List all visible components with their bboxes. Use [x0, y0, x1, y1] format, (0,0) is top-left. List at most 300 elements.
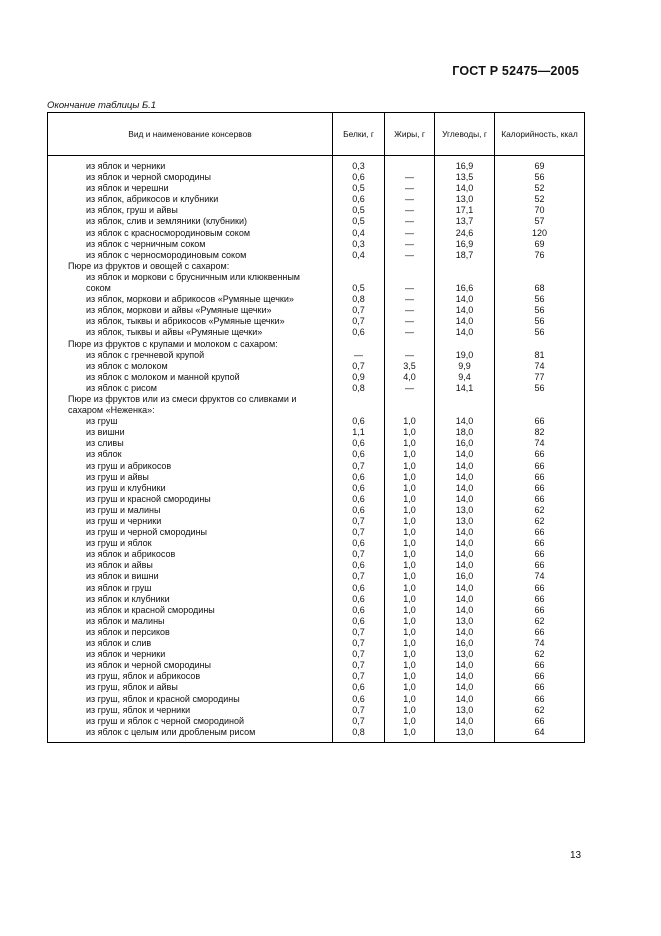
product-name: из яблок с красносмородиновым соком — [48, 228, 333, 239]
calories-cell: 52 — [495, 194, 585, 205]
header-calories: Калорийность, ккал — [495, 113, 585, 156]
product-name: из груш и яблок — [48, 538, 333, 549]
product-name: из яблок и айвы — [48, 560, 333, 571]
product-name: из сливы — [48, 438, 333, 449]
carbohydrates-cell: 14,0 — [435, 671, 495, 682]
calories-cell — [495, 394, 585, 416]
fats-cell: 1,0 — [385, 594, 435, 605]
table-row — [48, 461, 585, 472]
carbohydrates-cell: 14,0 — [435, 461, 495, 472]
proteins-cell: 0,6 — [333, 327, 385, 338]
product-name: из груш и черники — [48, 516, 333, 527]
table-row — [48, 156, 585, 173]
carbohydrates-cell: 14,0 — [435, 494, 495, 505]
proteins-cell: 0,7 — [333, 649, 385, 660]
carbohydrates-cell: 16,0 — [435, 571, 495, 582]
carbohydrates-cell: 14,0 — [435, 294, 495, 305]
proteins-cell: 0,6 — [333, 483, 385, 494]
fats-cell: — — [385, 172, 435, 183]
table-row — [48, 216, 585, 227]
product-name: из груш и яблок с черной смородиной — [48, 716, 333, 727]
group-heading: Пюре из фруктов с крупами и молоком с сахаром: — [48, 339, 333, 350]
proteins-cell: — — [333, 350, 385, 361]
product-name: из груш и абрикосов — [48, 461, 333, 472]
fats-cell: 1,0 — [385, 549, 435, 560]
product-name: из яблок и вишни — [48, 571, 333, 582]
calories-cell: 56 — [495, 316, 585, 327]
calories-cell: 70 — [495, 205, 585, 216]
product-name: из яблок с рисом — [48, 383, 333, 394]
fats-cell: — — [385, 305, 435, 316]
carbohydrates-cell: 14,0 — [435, 583, 495, 594]
calories-cell: 66 — [495, 716, 585, 727]
carbohydrates-cell: 14,0 — [435, 449, 495, 460]
calories-cell: 66 — [495, 694, 585, 705]
calories-cell: 62 — [495, 649, 585, 660]
calories-cell: 69 — [495, 239, 585, 250]
carbohydrates-cell: 14,0 — [435, 305, 495, 316]
table-row — [48, 560, 585, 571]
product-name: из яблок с молоком — [48, 361, 333, 372]
document-code: ГОСТ Р 52475—2005 — [452, 64, 579, 78]
fats-cell: — — [385, 283, 435, 294]
product-name: из яблок и красной смородины — [48, 605, 333, 616]
calories-cell: 77 — [495, 372, 585, 383]
carbohydrates-cell: 14,0 — [435, 560, 495, 571]
proteins-cell: 0,7 — [333, 660, 385, 671]
calories-cell: 66 — [495, 549, 585, 560]
fats-cell: 1,0 — [385, 627, 435, 638]
carbohydrates-cell: 13,0 — [435, 194, 495, 205]
fats-cell: — — [385, 250, 435, 261]
table-row — [48, 350, 585, 361]
carbohydrates-cell — [435, 339, 495, 350]
table-row — [48, 660, 585, 671]
carbohydrates-cell: 14,0 — [435, 538, 495, 549]
proteins-cell: 0,6 — [333, 416, 385, 427]
carbohydrates-cell: 14,0 — [435, 316, 495, 327]
nutrition-table — [47, 112, 585, 743]
header-product: Вид и наименование консервов — [48, 113, 333, 156]
fats-cell: — — [385, 239, 435, 250]
proteins-cell: 0,5 — [333, 183, 385, 194]
calories-cell: 81 — [495, 350, 585, 361]
proteins-cell: 0,3 — [333, 156, 385, 173]
fats-cell: — — [385, 294, 435, 305]
calories-cell: 56 — [495, 383, 585, 394]
carbohydrates-cell — [435, 394, 495, 416]
calories-cell: 62 — [495, 705, 585, 716]
proteins-cell: 0,6 — [333, 605, 385, 616]
fats-cell — [385, 156, 435, 173]
proteins-cell: 0,5 — [333, 216, 385, 227]
proteins-cell: 0,6 — [333, 172, 385, 183]
fats-cell: — — [385, 216, 435, 227]
product-name: из яблок, слив и земляники (клубники) — [48, 216, 333, 227]
table-row — [48, 194, 585, 205]
fats-cell: 1,0 — [385, 671, 435, 682]
fats-cell: — — [385, 316, 435, 327]
product-name: из яблок — [48, 449, 333, 460]
table-row — [48, 183, 585, 194]
calories-cell: 120 — [495, 228, 585, 239]
fats-cell: — — [385, 383, 435, 394]
proteins-cell: 0,6 — [333, 583, 385, 594]
calories-cell: 64 — [495, 727, 585, 743]
product-name: из яблок, тыквы и айвы «Румяные щечки» — [48, 327, 333, 338]
calories-cell: 74 — [495, 638, 585, 649]
product-name: из груш и айвы — [48, 472, 333, 483]
product-name: из яблок и абрикосов — [48, 549, 333, 560]
table-row — [48, 327, 585, 338]
proteins-cell: 0,6 — [333, 594, 385, 605]
carbohydrates-cell: 13,0 — [435, 505, 495, 516]
product-name: из яблок, моркови и абрикосов «Румяные щечки» — [48, 294, 333, 305]
proteins-cell: 0,6 — [333, 538, 385, 549]
carbohydrates-cell: 14,0 — [435, 594, 495, 605]
page-number: 13 — [570, 850, 582, 861]
calories-cell — [495, 261, 585, 272]
carbohydrates-cell: 16,0 — [435, 638, 495, 649]
carbohydrates-cell: 13,0 — [435, 705, 495, 716]
table-row — [48, 172, 585, 183]
fats-cell: 1,0 — [385, 505, 435, 516]
carbohydrates-cell: 14,0 — [435, 549, 495, 560]
calories-cell: 66 — [495, 494, 585, 505]
product-name: из яблок с гречневой крупой — [48, 350, 333, 361]
table-row — [48, 339, 585, 350]
product-name: из яблок с черносмородиновым соком — [48, 250, 333, 261]
proteins-cell: 0,7 — [333, 571, 385, 582]
proteins-cell: 0,7 — [333, 305, 385, 316]
fats-cell: 1,0 — [385, 560, 435, 571]
fats-cell: 1,0 — [385, 416, 435, 427]
calories-cell: 62 — [495, 505, 585, 516]
carbohydrates-cell — [435, 272, 495, 283]
calories-cell: 62 — [495, 516, 585, 527]
table-header-row — [48, 113, 585, 156]
calories-cell: 62 — [495, 616, 585, 627]
proteins-cell: 0,7 — [333, 549, 385, 560]
product-name: из груш, яблок и абрикосов — [48, 671, 333, 682]
product-name: из яблок и черники — [48, 156, 333, 173]
carbohydrates-cell: 14,0 — [435, 416, 495, 427]
table-body — [48, 156, 585, 743]
table-row — [48, 272, 585, 283]
product-name: из груш и клубники — [48, 483, 333, 494]
carbohydrates-cell: 14,0 — [435, 694, 495, 705]
table-row — [48, 472, 585, 483]
calories-cell: 56 — [495, 305, 585, 316]
carbohydrates-cell: 9,4 — [435, 372, 495, 383]
table-row — [48, 571, 585, 582]
table-row — [48, 294, 585, 305]
product-name: из яблок и черной смородины — [48, 660, 333, 671]
calories-cell: 74 — [495, 361, 585, 372]
product-name: из яблок и черешни — [48, 183, 333, 194]
table-row — [48, 505, 585, 516]
proteins-cell: 0,7 — [333, 638, 385, 649]
proteins-cell: 0,8 — [333, 294, 385, 305]
calories-cell: 74 — [495, 438, 585, 449]
carbohydrates-cell: 14,1 — [435, 383, 495, 394]
calories-cell: 76 — [495, 250, 585, 261]
table-row — [48, 616, 585, 627]
carbohydrates-cell: 16,6 — [435, 283, 495, 294]
proteins-cell — [333, 394, 385, 416]
fats-cell: 4,0 — [385, 372, 435, 383]
table-row — [48, 716, 585, 727]
group-heading: Пюре из фруктов и овощей с сахаром: — [48, 261, 333, 272]
table-row — [48, 250, 585, 261]
table-caption: Окончание таблицы Б.1 — [47, 100, 157, 111]
table-row — [48, 438, 585, 449]
proteins-cell: 0,3 — [333, 239, 385, 250]
table-row — [48, 594, 585, 605]
proteins-cell: 0,4 — [333, 250, 385, 261]
fats-cell: — — [385, 327, 435, 338]
proteins-cell: 0,7 — [333, 516, 385, 527]
carbohydrates-cell: 14,0 — [435, 183, 495, 194]
proteins-cell: 0,6 — [333, 682, 385, 693]
proteins-cell — [333, 339, 385, 350]
product-name: из яблок и черники — [48, 649, 333, 660]
header-proteins: Белки, г — [333, 113, 385, 156]
carbohydrates-cell: 13,0 — [435, 649, 495, 660]
fats-cell: — — [385, 350, 435, 361]
table-row — [48, 649, 585, 660]
header-fats: Жиры, г — [385, 113, 435, 156]
fats-cell: — — [385, 228, 435, 239]
fats-cell: — — [385, 194, 435, 205]
carbohydrates-cell: 14,0 — [435, 483, 495, 494]
fats-cell: 1,0 — [385, 727, 435, 743]
proteins-cell: 0,6 — [333, 438, 385, 449]
proteins-cell: 0,6 — [333, 449, 385, 460]
table-row — [48, 205, 585, 216]
proteins-cell: 0,6 — [333, 494, 385, 505]
proteins-cell: 0,7 — [333, 316, 385, 327]
calories-cell: 66 — [495, 461, 585, 472]
product-name: из яблок и слив — [48, 638, 333, 649]
table-row — [48, 449, 585, 460]
proteins-cell: 0,6 — [333, 616, 385, 627]
proteins-cell: 0,6 — [333, 194, 385, 205]
carbohydrates-cell: 14,0 — [435, 682, 495, 693]
fats-cell: 1,0 — [385, 649, 435, 660]
fats-cell: 1,0 — [385, 472, 435, 483]
product-name: из яблок, груш и айвы — [48, 205, 333, 216]
proteins-cell — [333, 272, 385, 283]
calories-cell: 66 — [495, 583, 585, 594]
table-row — [48, 627, 585, 638]
product-name: из груш, яблок и черники — [48, 705, 333, 716]
fats-cell — [385, 394, 435, 416]
proteins-cell: 0,6 — [333, 560, 385, 571]
calories-cell: 66 — [495, 660, 585, 671]
product-name: из груш, яблок и айвы — [48, 682, 333, 693]
proteins-cell: 1,1 — [333, 427, 385, 438]
carbohydrates-cell: 13,0 — [435, 727, 495, 743]
table-row — [48, 427, 585, 438]
carbohydrates-cell — [435, 261, 495, 272]
product-name: из груш и красной смородины — [48, 494, 333, 505]
table-row — [48, 483, 585, 494]
product-name: из яблок, моркови и айвы «Румяные щечки» — [48, 305, 333, 316]
fats-cell: 1,0 — [385, 583, 435, 594]
proteins-cell: 0,8 — [333, 383, 385, 394]
fats-cell: 1,0 — [385, 494, 435, 505]
carbohydrates-cell: 16,9 — [435, 156, 495, 173]
fats-cell: 1,0 — [385, 427, 435, 438]
product-name: из яблок с черничным соком — [48, 239, 333, 250]
fats-cell: 1,0 — [385, 527, 435, 538]
calories-cell: 66 — [495, 671, 585, 682]
carbohydrates-cell: 13,5 — [435, 172, 495, 183]
calories-cell: 66 — [495, 483, 585, 494]
fats-cell — [385, 272, 435, 283]
calories-cell: 74 — [495, 571, 585, 582]
table-row — [48, 682, 585, 693]
proteins-cell: 0,7 — [333, 716, 385, 727]
fats-cell: — — [385, 205, 435, 216]
calories-cell: 56 — [495, 327, 585, 338]
fats-cell: 1,0 — [385, 571, 435, 582]
fats-cell: 1,0 — [385, 605, 435, 616]
fats-cell: 1,0 — [385, 461, 435, 472]
table-row — [48, 228, 585, 239]
proteins-cell: 0,4 — [333, 228, 385, 239]
product-name: из груш и малины — [48, 505, 333, 516]
calories-cell: 52 — [495, 183, 585, 194]
fats-cell: — — [385, 183, 435, 194]
fats-cell: 1,0 — [385, 660, 435, 671]
proteins-cell: 0,5 — [333, 283, 385, 294]
carbohydrates-cell: 14,0 — [435, 627, 495, 638]
calories-cell — [495, 339, 585, 350]
fats-cell: 1,0 — [385, 694, 435, 705]
fats-cell: 1,0 — [385, 616, 435, 627]
product-name: из яблок и груш — [48, 583, 333, 594]
product-name: из яблок и черной смородины — [48, 172, 333, 183]
carbohydrates-cell: 18,0 — [435, 427, 495, 438]
table-row — [48, 671, 585, 682]
calories-cell: 66 — [495, 682, 585, 693]
table-row — [48, 538, 585, 549]
proteins-cell: 0,7 — [333, 361, 385, 372]
carbohydrates-cell: 17,1 — [435, 205, 495, 216]
proteins-cell: 0,8 — [333, 727, 385, 743]
calories-cell: 66 — [495, 472, 585, 483]
carbohydrates-cell: 13,7 — [435, 216, 495, 227]
calories-cell: 66 — [495, 538, 585, 549]
group-heading: Пюре из фруктов или из смеси фруктов со сливками и сахаром «Неженка»: — [48, 394, 333, 416]
fats-cell — [385, 339, 435, 350]
calories-cell — [495, 272, 585, 283]
product-name: из груш и черной смородины — [48, 527, 333, 538]
table-row — [48, 261, 585, 272]
proteins-cell — [333, 261, 385, 272]
table-row — [48, 305, 585, 316]
table-row — [48, 605, 585, 616]
calories-cell: 66 — [495, 560, 585, 571]
fats-cell: 1,0 — [385, 483, 435, 494]
carbohydrates-cell: 16,0 — [435, 438, 495, 449]
proteins-cell: 0,7 — [333, 705, 385, 716]
calories-cell: 66 — [495, 527, 585, 538]
carbohydrates-cell: 14,0 — [435, 472, 495, 483]
product-name: из яблок и персиков — [48, 627, 333, 638]
table-row — [48, 494, 585, 505]
table-row — [48, 549, 585, 560]
proteins-cell: 0,7 — [333, 461, 385, 472]
fats-cell: 1,0 — [385, 682, 435, 693]
product-name: из яблок с молоком и манной крупой — [48, 372, 333, 383]
table-row — [48, 705, 585, 716]
fats-cell: 1,0 — [385, 449, 435, 460]
table-row — [48, 727, 585, 743]
table-row — [48, 394, 585, 416]
calories-cell: 68 — [495, 283, 585, 294]
table-row — [48, 416, 585, 427]
product-name: из яблок, тыквы и абрикосов «Румяные щечки» — [48, 316, 333, 327]
table-row — [48, 516, 585, 527]
product-name: из яблок и малины — [48, 616, 333, 627]
calories-cell: 56 — [495, 172, 585, 183]
carbohydrates-cell: 13,0 — [435, 516, 495, 527]
product-name: соком — [48, 283, 333, 294]
product-name: из яблок, абрикосов и клубники — [48, 194, 333, 205]
proteins-cell: 0,6 — [333, 505, 385, 516]
carbohydrates-cell: 14,0 — [435, 527, 495, 538]
product-name: из вишни — [48, 427, 333, 438]
product-name: из яблок с целым или дробленым рисом — [48, 727, 333, 743]
fats-cell: 1,0 — [385, 705, 435, 716]
fats-cell — [385, 261, 435, 272]
calories-cell: 56 — [495, 294, 585, 305]
calories-cell: 66 — [495, 594, 585, 605]
calories-cell: 66 — [495, 416, 585, 427]
fats-cell: 1,0 — [385, 538, 435, 549]
table-row — [48, 283, 585, 294]
table-row — [48, 316, 585, 327]
proteins-cell: 0,9 — [333, 372, 385, 383]
proteins-cell: 0,7 — [333, 627, 385, 638]
carbohydrates-cell: 14,0 — [435, 716, 495, 727]
carbohydrates-cell: 14,0 — [435, 605, 495, 616]
product-name: из груш, яблок и красной смородины — [48, 694, 333, 705]
table-row — [48, 372, 585, 383]
proteins-cell: 0,6 — [333, 694, 385, 705]
table-row — [48, 361, 585, 372]
carbohydrates-cell: 16,9 — [435, 239, 495, 250]
fats-cell: 1,0 — [385, 716, 435, 727]
fats-cell: 1,0 — [385, 638, 435, 649]
table-row — [48, 583, 585, 594]
product-name: из груш — [48, 416, 333, 427]
fats-cell: 1,0 — [385, 438, 435, 449]
fats-cell: 1,0 — [385, 516, 435, 527]
proteins-cell: 0,7 — [333, 671, 385, 682]
calories-cell: 66 — [495, 449, 585, 460]
proteins-cell: 0,7 — [333, 527, 385, 538]
carbohydrates-cell: 13,0 — [435, 616, 495, 627]
calories-cell: 69 — [495, 156, 585, 173]
table-row — [48, 638, 585, 649]
carbohydrates-cell: 24,6 — [435, 228, 495, 239]
carbohydrates-cell: 19,0 — [435, 350, 495, 361]
table-row — [48, 383, 585, 394]
